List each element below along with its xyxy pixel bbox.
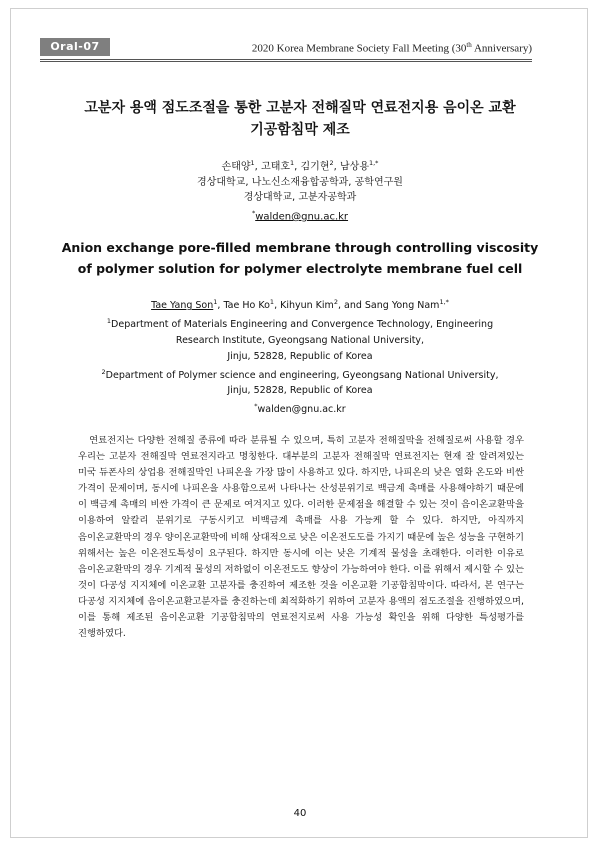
author-sup: 1,* (368, 159, 379, 167)
english-author: Kihyun Kim (280, 300, 334, 312)
english-affiliation-1-line3: Jinju, 52828, Republic of Korea (227, 350, 373, 362)
session-tag: Oral-07 (40, 38, 110, 56)
affiliation-text: Department of Materials Engineering and Convergence Technology, Engineering (111, 319, 494, 331)
header-rule (40, 59, 532, 60)
korean-author: 손태양 (221, 161, 251, 173)
korean-title-line2: 기공함침막 제조 (250, 122, 350, 138)
english-email-line (70, 399, 530, 418)
affiliation-sup: 1 (106, 316, 112, 325)
author-sup: 2 (333, 298, 338, 306)
korean-author-list: 손태양$^1$, 고태호$^1$, 김기현$^2$, 남상용$^{1,*}$ (221, 159, 379, 173)
korean-email-link[interactable]: walden@gnu.ac.kr (255, 211, 349, 223)
english-affiliation-1-line1 (70, 314, 530, 333)
korean-author-block (50, 156, 550, 225)
korean-title-line1: 고분자 용액 점도조절을 통한 고분자 전해질막 연료전지용 음이온 교환 (84, 100, 516, 116)
english-email-link[interactable]: walden@gnu.ac.kr (257, 404, 346, 416)
english-author-presenter: Tae Yang Son (151, 300, 214, 312)
korean-email-line (50, 206, 550, 225)
korean-affiliation-1: 경상대학교, 나노신소재융합공학과, 공학연구원 (197, 176, 403, 188)
conference-ordinal-sup: th (466, 41, 472, 49)
author-sup: 1 (290, 159, 295, 167)
english-author-block (70, 295, 530, 418)
korean-affiliation-2: 경상대학교, 고분자공학과 (243, 192, 357, 204)
email-mark: * (254, 402, 258, 411)
author-conjunction: and (344, 300, 362, 312)
english-affiliation-2-line1 (70, 365, 530, 384)
korean-author: 김기현 (300, 161, 330, 173)
email-mark: * (251, 208, 256, 217)
english-title-line2: of polymer solution for polymer electrolyte membrane fuel cell (77, 261, 523, 276)
author-sup: 1 (213, 298, 218, 306)
english-title-line1: Anion exchange pore-filled membrane through controlling viscosity (61, 240, 539, 255)
english-affiliation-1-line2: Research Institute, Gyeongsang National University, (175, 334, 425, 346)
english-title (40, 237, 560, 279)
english-author-list: Tae Yang Son$^1$, Tae Ho Ko$^1$, Kihyun Kim$^2$, and Sang Yong Nam$^{1,*}$ (151, 298, 449, 312)
affiliation-text: Department of Polymer science and engineering, Gyeongsang National University, (105, 369, 499, 381)
conference-header (252, 41, 532, 55)
conference-suffix: Anniversary) (471, 42, 532, 55)
english-affiliation-2-line2: Jinju, 52828, Republic of Korea (227, 385, 373, 397)
english-author: Sang Yong Nam (364, 300, 440, 312)
author-sup: 1,* (439, 298, 449, 306)
english-author: Tae Ho Ko (223, 300, 270, 312)
abstract-body: 연료전지는 다양한 전해질 종류에 따라 분류될 수 있으며, 특히 고분자 전해질막을 전해질로써 사용할 경우 우리는 고분자 전해질막 연료전지라고 명칭한다. 대부분의 고분자 전해질막 연료전지는 현재 잘 알려져있는 미국 듀폰사의 상업용 전해질막인 나피온을 가장 많이 사용하고 있다. 하지만, 나피온의 낮은 열화 온도와 비싼 가격이 문제이며, 동시에 나피온을 사용함으로써 나타나는 산성분위기로 백금계 촉매를 사용해야하기 때문에 이 백금계 촉매의 비싼 가격이 큰 문제로 여겨지고 있다. 이러한 문제점을 해결할 수 있는 것이 음이온교환막을 이용하여 알칼리 분위기로 구동시키고 비백금계 촉매를 사용 가능케 할 수 있다. 하지만, 아직까지 음이온교환막의 경우 양이온교환막에 비해 상대적으로 낮은 이온전도도를 가지기 때문에 높은 성능을 구현하기 위해서는 높은 이온전도특성이 요구된다. 하지만 동시에 이는 낮은 기계적 물성을 초래한다. 이러한 이유로 음이온교환막의 경우 기계적 물성의 저하없이 이온전도도 향상이 가능하여야 한다. 이를 위해서 제시할 수 있는 것이 다공성 지지체에 이온교환 고분자를 충진하여 제조한 것을 이온교환 기공함침막이다. 따라서, 본 연구는 다공성 지지체에 음이온교환고분자를 충진하는데 최적화하기 위하여 고분자 용액의 점도조절을 진행하였으며, 이를 통해 제조된 음이온교환 기공함침막의 연료전지로써 사용 가능성 확인을 위해 다양한 특성평가를 진행하였다. (78, 435, 524, 640)
affiliation-sup: 2 (101, 367, 106, 376)
korean-title (50, 97, 550, 141)
korean-author: 고태호 (261, 161, 291, 173)
conference-name: 2020 Korea Membrane Society Fall Meeting (30 (251, 42, 467, 55)
author-sup: 1 (269, 298, 275, 306)
korean-author: 남상용 (340, 161, 369, 173)
page-number: 40 (293, 808, 307, 819)
author-sup: 2 (329, 159, 334, 167)
header-rule-double (40, 61, 532, 62)
author-sup: 1 (250, 159, 255, 167)
